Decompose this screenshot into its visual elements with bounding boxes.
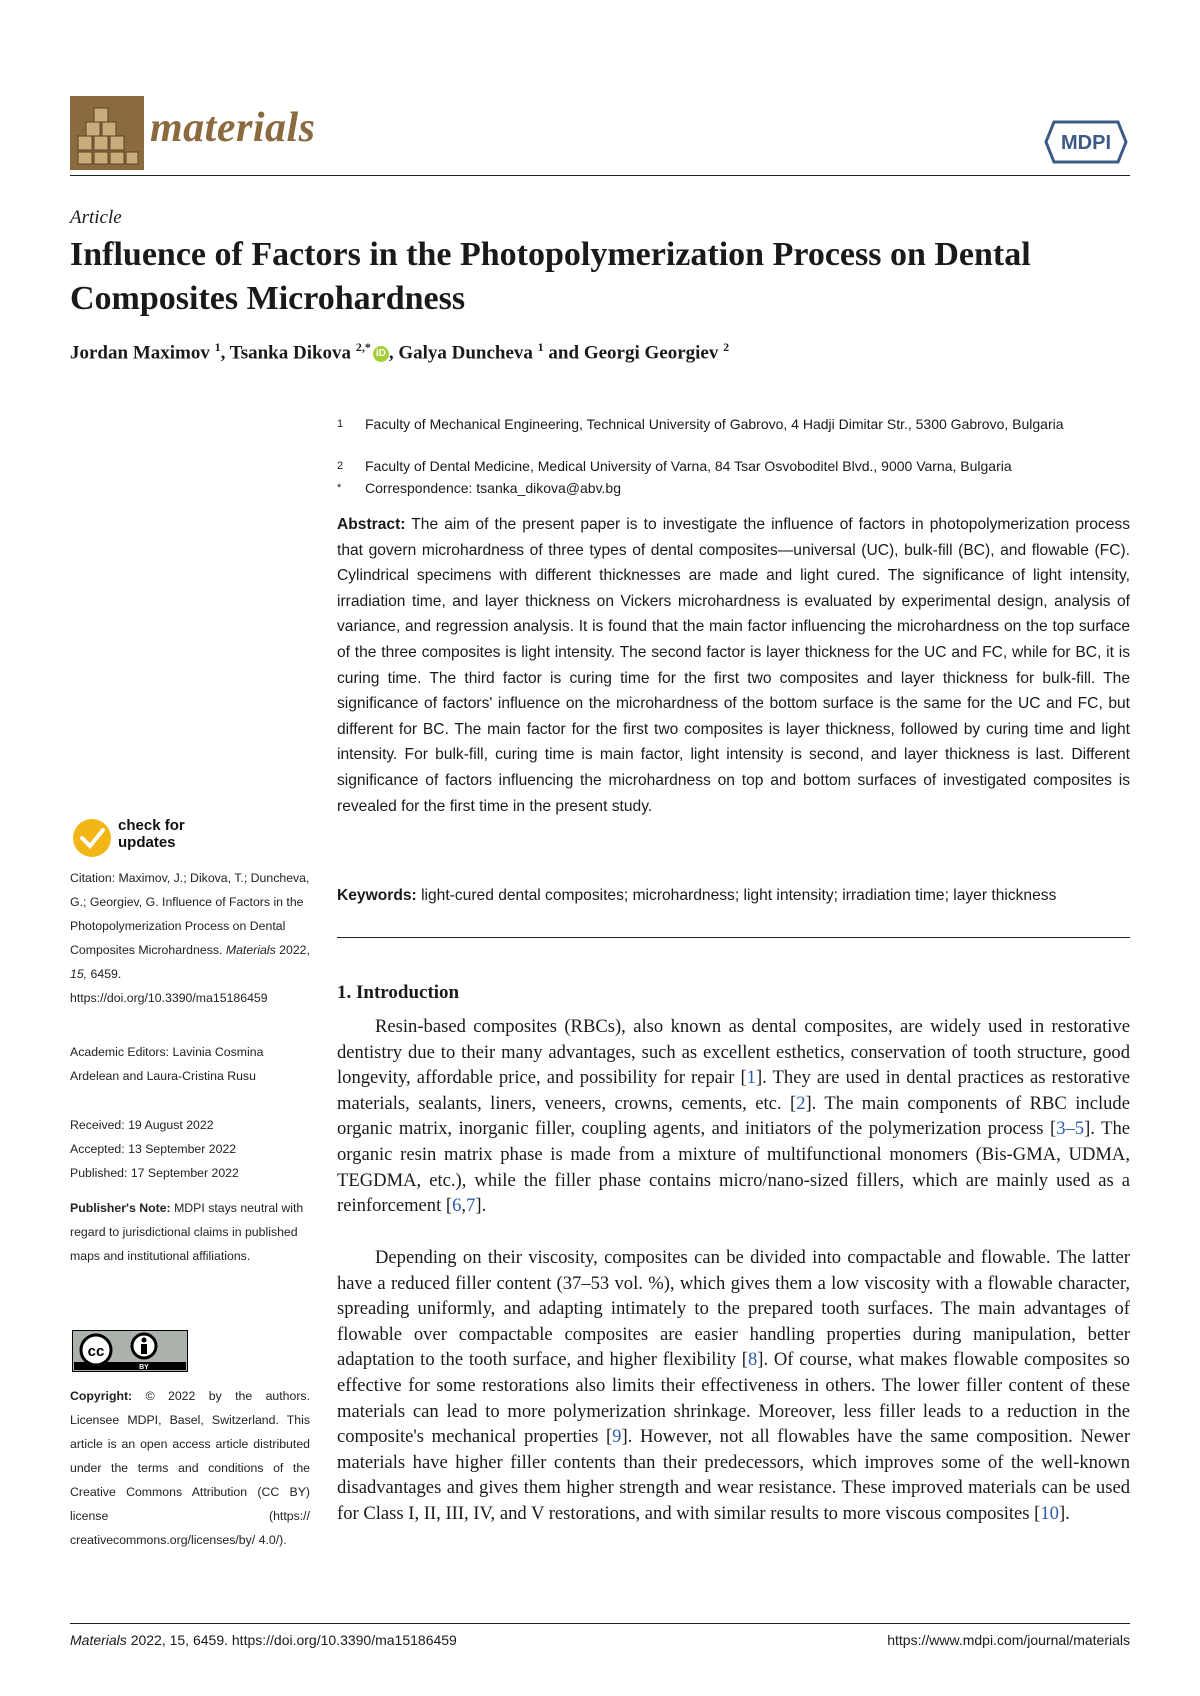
cc-by-label: BY bbox=[139, 1364, 149, 1371]
journal-name: materials bbox=[150, 105, 316, 151]
svg-text:cc: cc bbox=[87, 1343, 105, 1360]
intro-paragraph-2: Depending on their viscosity, composites can be divided into compactable and flowable. The latter have a reduced filler content (37–53 vol. %), which gives them a low viscosity with a flowable character, spreading uniformly, and adapting intimately to the prepared tooth surfaces. The main advantages of flowable over compactable composites are easier handling properties during manipulation, better adaptation to the tooth surface, and higher flexibility [8]. Of course, what makes flowable composites so effective for some restorations also limits their effectiveness in others. The lower filler content of these materials can lead to more polymerization shrinkage. Moreover, less filler leads to a reduction in the composite's mechanical properties [9]. However, not all flowables have the same composition. Newer materials have higher filler contents than their predecessors, which improves some of the well-known disadvantages and gives them higher strength and wear resistance. These improved materials can be used for Class I, II, III, IV, and V restorations, and with similar results to more viscous composites [10]. bbox=[337, 1247, 1131, 1524]
keywords bbox=[337, 884, 1137, 908]
author-affiliation: 1 bbox=[537, 340, 544, 354]
citation-link[interactable]: 1 bbox=[746, 1067, 756, 1089]
citation-link[interactable]: 7 bbox=[466, 1195, 476, 1217]
intro-paragraph-1: Resin-based composites (RBCs), also known as dental composites, are widely used in restorative dentistry due to their many advantages, such as excellent esthetics, conservation of tooth structure, good longevity, affordable price, and possibility for repair [1]. They are used in dental practices as restorative materials, sealants, liners, veneers, crowns, cements, etc. [2]. The main components of RBC include organic matrix, inorganic filler, coupling agents, and initiators of the polymerization process [3–5]. The organic resin matrix phase is made from a mixture of multifunctional monomers (Bis-GMA, UDMA, TEGDMA, etc.), while the filler phase contains micro/nano-sized fillers, which are mainly used as a reinforcement [6,7]. bbox=[337, 1016, 1130, 1217]
section-heading: 1. Introduction bbox=[337, 982, 460, 1003]
citation-block: Citation: Maximov, J.; Dikova, T.; Duncheva, G.; Georgiev, G. Influence of Factors in the Photopolymerization Process on Dental Composites Microhardness. Materials 2022, 15, 6459. https://doi.org/10.3390/ma15186459 bbox=[70, 871, 310, 1005]
author-name[interactable]: Galya Duncheva bbox=[398, 342, 533, 364]
check-for-updates-label[interactable]: check for updates bbox=[118, 817, 185, 851]
footer-journal-url[interactable]: https://www.mdpi.com/journal/materials bbox=[887, 1632, 1130, 1648]
header-divider bbox=[70, 175, 1130, 176]
author-name[interactable]: Georgi Georgiev bbox=[583, 342, 719, 364]
citation-link[interactable]: 9 bbox=[612, 1426, 622, 1448]
footer-divider bbox=[70, 1623, 1130, 1624]
article-title: Influence of Factors in the Photopolymerization Process on Dental Composites Microhardness bbox=[70, 236, 1031, 317]
keywords-text: light-cured dental composites; microhardness; light intensity; irradiation time; layer thickness bbox=[421, 887, 1057, 904]
citation-link[interactable]: 10 bbox=[1040, 1502, 1059, 1524]
affiliation-2: 2 Faculty of Dental Medicine, Medical University of Varna, 84 Tsar Osvoboditel Blvd., 9000 Varna, Bulgaria bbox=[337, 458, 1012, 474]
journal-logo bbox=[70, 96, 144, 170]
abstract-divider bbox=[337, 937, 1130, 938]
citation-link[interactable]: 8 bbox=[747, 1349, 758, 1371]
accepted-date: Accepted: 13 September 2022 bbox=[70, 1142, 237, 1156]
publisher-note: Publisher's Note: MDPI stays neutral with regard to jurisdictional claims in published maps and institutional affiliations. bbox=[70, 1201, 304, 1263]
academic-editors: Academic Editors: Lavinia Cosmina Ardelean and Laura-Cristina Rusu bbox=[70, 1045, 264, 1083]
cc-by-license-icon[interactable] bbox=[72, 1330, 188, 1372]
citation-doi[interactable]: 6459. https://doi.org/10.3390/ma15186459 bbox=[70, 967, 268, 1005]
author-name[interactable]: Tsanka Dikova bbox=[229, 342, 352, 364]
abstract bbox=[337, 512, 1130, 819]
footer-citation: Materials 2022, 15, 6459. https://doi.org/10.3390/ma15186459 bbox=[70, 1632, 457, 1648]
keywords-label: Keywords: bbox=[337, 887, 417, 904]
citation-link[interactable]: 3–5 bbox=[1056, 1118, 1085, 1140]
orcid-icon[interactable]: iD bbox=[373, 346, 389, 362]
author-list: Jordan Maximov $^1$, Tsanka Dikova $^{2,*}$ iD , Galya Duncheva $^1$ and Georgi Georgiev $^2$ bbox=[70, 340, 730, 364]
published-date: Published: 17 September 2022 bbox=[70, 1166, 239, 1180]
mdpi-logo[interactable] bbox=[1044, 118, 1128, 166]
author-affiliation: 1 bbox=[214, 340, 221, 354]
citation-link[interactable]: 2 bbox=[796, 1092, 806, 1114]
abstract-text: The aim of the present paper is to investigate the influence of factors in photopolymerization process that govern microhardness of three types of dental composites—universal (UC), bulk-fill (BC), and flowable (FC). Cylindrical specimens with different thicknesses are made and light cured. The significance of light intensity, irradiation time, and layer thickness on Vickers microhardness is evaluated by experimental design, analysis of variance, and regression analysis. It is found that the main factor influencing the microhardness on the top surface of the three composites is light intensity. The second factor is layer thickness for the UC and FC, while for BC, it is curing time. The third factor is curing time for the first two composites and layer thickness for bulk-fill. The significance of factors' influence on the microhardness of the bottom surface is the same for the UC and FC, but different for BC. The main factor for the first two composites is layer thickness, followed by curing time and light intensity. For bulk-fill, curing time is main factor, light intensity is second, and layer thickness is last. Different significance of factors influencing the microhardness on top and bottom surfaces of investigated composites is revealed for the first time in the present study. bbox=[337, 516, 1130, 815]
article-type-label: Article bbox=[70, 207, 122, 228]
correspondence: * Correspondence: tsanka_dikova@abv.bg bbox=[337, 480, 621, 496]
mdpi-logo-text: MDPI bbox=[1061, 132, 1111, 154]
citation-link[interactable]: 6 bbox=[452, 1195, 462, 1217]
copyright-notice: Copyright: © 2022 by the authors. Licensee MDPI, Basel, Switzerland. This article is an open access article distributed under the terms and conditions of the Creative Commons Attribution (CC BY) license (https:// creativecommons.org/licenses/by/ 4.0/). bbox=[70, 1389, 310, 1547]
author-affiliation: 2 bbox=[723, 340, 730, 354]
received-date: Received: 19 August 2022 bbox=[70, 1118, 214, 1132]
author-name[interactable]: Jordan Maximov bbox=[70, 342, 210, 364]
affiliation-1: 1 Faculty of Mechanical Engineering, Technical University of Gabrovo, 4 Hadji Dimitar Str., 5300 Gabrovo, Bulgaria bbox=[337, 416, 1064, 432]
abstract-label: Abstract: bbox=[337, 516, 406, 533]
author-affiliation: 2,* bbox=[355, 340, 371, 354]
